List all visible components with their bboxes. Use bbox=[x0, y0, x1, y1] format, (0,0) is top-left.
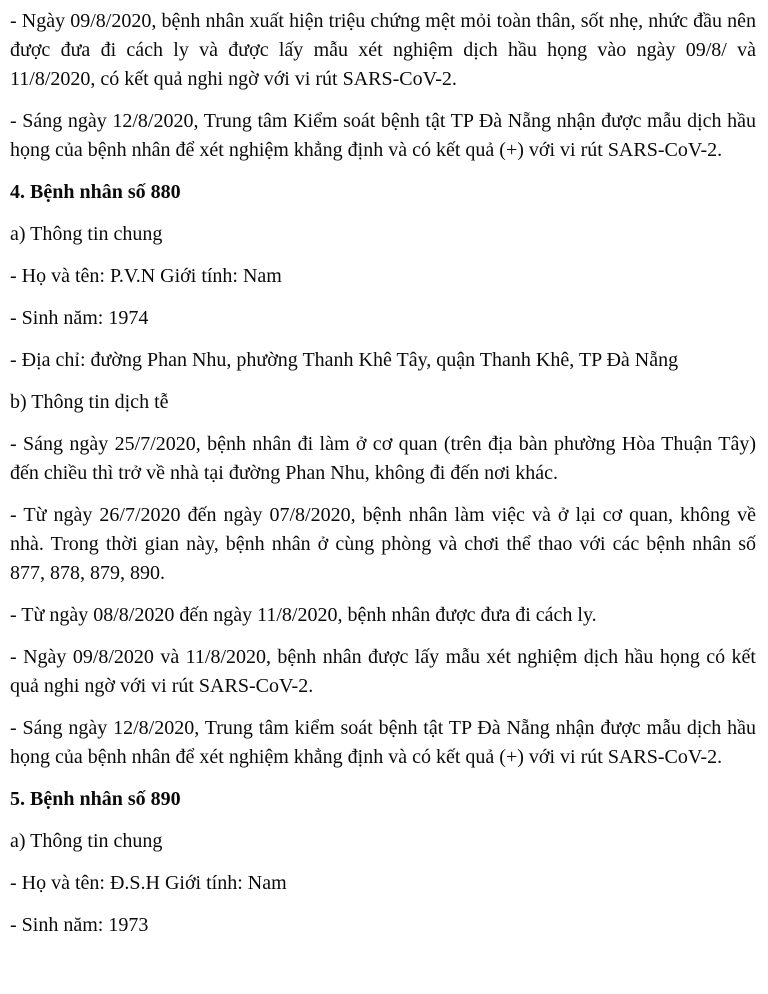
paragraph-birth-year-890: - Sinh năm: 1973 bbox=[10, 914, 149, 936]
paragraph-epi-12-8-positive-result: - Sáng ngày 12/8/2020, Trung tâm kiểm soát bệnh tật TP Đà Nẵng nhận được mẫu dịch hầu họng của bệnh nhân để xét nghiệm khẳng định và có kết quả (+) với vi rút SARS-CoV-2. bbox=[10, 717, 756, 768]
paragraph-symptom-onset-testing: - Ngày 09/8/2020, bệnh nhân xuất hiện triệu chứng mệt mỏi toàn thân, sốt nhẹ, nhức đầu nên được đưa đi cách ly và được lấy mẫu xét nghiệm dịch hầu họng vào ngày 09/8/ và 11/8/2020, có kết quả nghi ngờ với vi rút SARS-CoV-2. bbox=[10, 10, 756, 90]
heading-patient-890: 5. Bệnh nhân số 890 bbox=[10, 788, 181, 810]
paragraph-epi-09-8-suspect-test: - Ngày 09/8/2020 và 11/8/2020, bệnh nhân được lấy mẫu xét nghiệm dịch hầu họng có kết quả nghi ngờ với vi rút SARS-CoV-2. bbox=[10, 646, 756, 697]
paragraph-name-gender-890: - Họ và tên: Đ.S.H Giới tính: Nam bbox=[10, 872, 287, 894]
paragraph-name-gender-880: - Họ và tên: P.V.N Giới tính: Nam bbox=[10, 265, 282, 287]
subheading-general-info-890: a) Thông tin chung bbox=[10, 830, 163, 852]
paragraph-confirmation-result-prev-case: - Sáng ngày 12/8/2020, Trung tâm Kiểm soát bệnh tật TP Đà Nẵng nhận được mẫu dịch hầu họng của bệnh nhân để xét nghiệm khẳng định và có kết quả (+) với vi rút SARS-CoV-2. bbox=[10, 110, 756, 161]
subheading-epidemiology-880: b) Thông tin dịch tễ bbox=[10, 391, 169, 413]
paragraph-address-880: - Địa chỉ: đường Phan Nhu, phường Thanh Khê Tây, quận Thanh Khê, TP Đà Nẵng bbox=[10, 349, 679, 371]
paragraph-birth-year-880: - Sinh năm: 1974 bbox=[10, 307, 149, 329]
paragraph-epi-26-7-workplace-contacts: - Từ ngày 26/7/2020 đến ngày 07/8/2020, bệnh nhân làm việc và ở lại cơ quan, không về nhà. Trong thời gian này, bệnh nhân ở cùng phòng và chơi thể thao với các bệnh nhân số 877, 878, 879, 890. bbox=[10, 504, 756, 584]
paragraph-epi-25-7-commute: - Sáng ngày 25/7/2020, bệnh nhân đi làm ở cơ quan (trên địa bàn phường Hòa Thuận Tây) đến chiều thì trở về nhà tại đường Phan Nhu, không đi đến nơi khác. bbox=[10, 433, 756, 484]
subheading-general-info-880: a) Thông tin chung bbox=[10, 223, 163, 245]
paragraph-epi-08-8-quarantine: - Từ ngày 08/8/2020 đến ngày 11/8/2020, bệnh nhân được đưa đi cách ly. bbox=[10, 604, 597, 626]
heading-patient-880: 4. Bệnh nhân số 880 bbox=[10, 181, 181, 203]
